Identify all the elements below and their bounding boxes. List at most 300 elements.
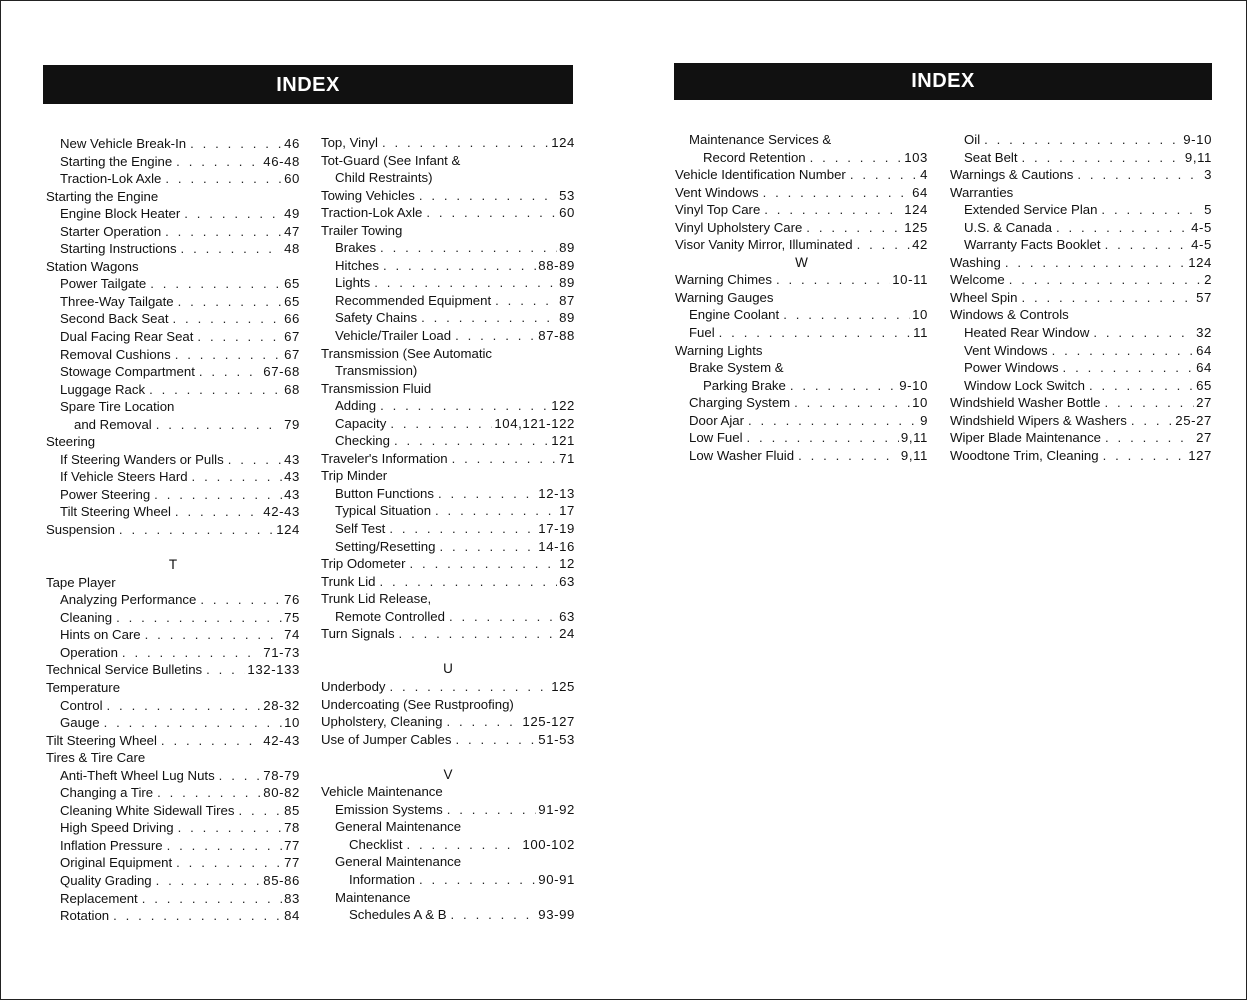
entry-term: Lights	[335, 275, 371, 291]
right-page-column-2	[950, 131, 1212, 464]
entry-term: Emission Systems	[335, 801, 443, 817]
dot-leader	[390, 678, 550, 696]
index-entry	[321, 889, 575, 907]
entry-page-number: 89	[559, 275, 575, 291]
entry-term: Warnings & Cautions	[950, 167, 1074, 183]
dot-leader	[857, 236, 911, 254]
index-entry	[321, 239, 575, 257]
index-entry	[46, 170, 300, 188]
entry-term: Extended Service Plan	[964, 202, 1098, 218]
entry-page-number: 46-48	[263, 153, 300, 169]
dot-leader	[175, 346, 282, 364]
entry-page-number: 64	[1196, 360, 1212, 376]
entry-term: Starter Operation	[60, 223, 162, 239]
entry-page-number: 74	[284, 627, 300, 643]
dot-leader	[142, 890, 282, 908]
index-entry	[321, 362, 575, 380]
index-entry	[46, 802, 300, 820]
index-entry	[950, 166, 1212, 184]
entry-page-number: 27	[1196, 430, 1212, 446]
dot-leader	[165, 223, 282, 241]
entry-page-number: 2	[1204, 272, 1212, 288]
dot-leader	[783, 306, 910, 324]
entry-term: U.S. & Canada	[964, 219, 1052, 235]
dot-leader	[389, 520, 536, 538]
left-page-column-2	[321, 134, 575, 924]
entry-term: Steering	[46, 434, 96, 450]
entry-page-number: 84	[284, 908, 300, 924]
entry-page-number: 43	[284, 469, 300, 485]
index-entry	[321, 783, 575, 801]
entry-term: Information	[349, 871, 415, 887]
index-entry	[46, 433, 300, 451]
entry-term: Warranties	[950, 184, 1014, 200]
entry-term: Remote Controlled	[335, 608, 445, 624]
dot-leader	[1093, 324, 1194, 342]
index-entry	[675, 166, 928, 184]
index-entry	[675, 236, 928, 254]
section-letter: V	[443, 766, 453, 782]
entry-term: Towing Vehicles	[321, 187, 415, 203]
entry-page-number: 17-19	[538, 521, 575, 537]
dot-leader	[175, 503, 261, 521]
index-entry	[46, 837, 300, 855]
index-entry	[321, 222, 575, 240]
entry-term: Checklist	[349, 836, 403, 852]
index-entry	[675, 149, 928, 167]
entry-page-number: 46	[284, 136, 300, 151]
entry-page-number: 57	[1196, 289, 1212, 305]
index-entry	[321, 573, 575, 591]
entry-page-number: 77	[284, 837, 300, 853]
entry-term: Trailer Towing	[321, 222, 403, 238]
dot-leader	[219, 767, 262, 785]
entry-page-number: 12-13	[538, 485, 575, 501]
dot-leader	[122, 644, 261, 662]
dot-leader	[1131, 412, 1173, 430]
entry-term: Woodtone Trim, Cleaning	[950, 447, 1099, 463]
entry-term: Underbody	[321, 678, 386, 694]
index-entry	[675, 377, 928, 395]
entry-term: Maintenance	[335, 889, 411, 905]
dot-leader	[200, 591, 282, 609]
entry-term: Engine Block Heater	[60, 206, 181, 222]
entry-page-number: 104,121-122	[494, 415, 575, 431]
entry-term: Starting Instructions	[60, 241, 177, 257]
index-entry	[46, 223, 300, 241]
entry-term: Transmission)	[335, 363, 418, 379]
dot-leader	[149, 381, 282, 399]
entry-term: Brake System &	[689, 360, 784, 376]
entry-term: Low Fuel	[689, 430, 743, 446]
entry-term: Traction-Lok Axle	[60, 171, 162, 187]
dot-leader	[776, 271, 890, 289]
index-entry	[321, 397, 575, 415]
entry-page-number: 65	[1196, 377, 1212, 393]
index-entry	[46, 767, 300, 785]
entry-page-number: 78	[284, 820, 300, 836]
spacer	[321, 748, 575, 766]
index-entry	[950, 447, 1212, 465]
entry-page-number: 124	[551, 135, 575, 150]
entry-term: Rotation	[60, 908, 110, 924]
index-entry	[321, 871, 575, 889]
dot-leader	[176, 153, 261, 171]
entry-term: Cleaning White Sidewall Tires	[60, 802, 235, 818]
entry-page-number: 42-43	[263, 504, 300, 520]
index-entry	[46, 310, 300, 328]
entry-page-number: 77	[284, 855, 300, 871]
entry-term: Operation	[60, 644, 118, 660]
entry-page-number: 9-10	[899, 377, 928, 393]
index-entry	[321, 152, 575, 170]
dot-leader	[1105, 429, 1194, 447]
index-entry	[321, 432, 575, 450]
entry-term: Seat Belt	[964, 149, 1018, 165]
index-entry	[675, 342, 928, 360]
entry-term: Fuel	[689, 325, 715, 341]
entry-page-number: 76	[284, 592, 300, 608]
entry-page-number: 63	[559, 608, 575, 624]
entry-term: Hints on Care	[60, 627, 141, 643]
entry-term: Checking	[335, 433, 390, 449]
index-entry	[46, 486, 300, 504]
index-entry	[321, 204, 575, 222]
index-entry	[321, 538, 575, 556]
dot-leader	[156, 872, 262, 890]
dot-leader	[438, 485, 536, 503]
dot-leader	[383, 257, 536, 275]
entry-page-number: 4	[920, 167, 928, 183]
index-entry	[46, 626, 300, 644]
entry-term: If Vehicle Steers Hard	[60, 469, 188, 485]
index-entry	[321, 696, 575, 714]
index-entry	[675, 131, 928, 149]
index-entry	[950, 306, 1212, 324]
entry-term: Undercoating (See Rustproofing)	[321, 696, 514, 712]
entry-term: Traveler's Information	[321, 450, 448, 466]
dot-leader	[447, 801, 537, 819]
entry-term: Transmission Fluid	[321, 380, 432, 396]
entry-page-number: 4-5	[1191, 219, 1212, 235]
entry-page-number: 10-11	[892, 272, 928, 288]
index-entry	[46, 907, 300, 925]
entry-page-number: 51-53	[538, 731, 575, 747]
index-entry	[321, 450, 575, 468]
entry-term: Wheel Spin	[950, 289, 1018, 305]
entry-page-number: 89	[559, 240, 575, 256]
index-entry	[675, 394, 928, 412]
dot-leader	[1022, 149, 1183, 167]
entry-page-number: 64	[912, 184, 928, 200]
index-entry	[675, 201, 928, 219]
dot-leader	[1009, 271, 1202, 289]
entry-page-number: 43	[284, 451, 300, 467]
entry-term: Control	[60, 697, 103, 713]
dot-leader	[452, 450, 558, 468]
entry-term: General Maintenance	[335, 854, 462, 870]
dot-leader	[810, 149, 903, 167]
entry-term: Tape Player	[46, 574, 116, 590]
entry-page-number: 93-99	[538, 907, 575, 923]
index-entry	[675, 429, 928, 447]
entry-page-number: 60	[284, 171, 300, 187]
dot-leader	[199, 363, 261, 381]
index-entry	[46, 381, 300, 399]
entry-page-number: 88-89	[538, 257, 575, 273]
index-entry	[46, 416, 300, 434]
index-entry	[675, 306, 928, 324]
dot-leader	[145, 626, 282, 644]
entry-term: Brakes	[335, 240, 377, 256]
entry-page-number: 47	[284, 223, 300, 239]
index-entry	[321, 625, 575, 643]
entry-page-number: 124	[1188, 254, 1212, 270]
index-entry	[950, 131, 1212, 149]
entry-term: Turn Signals	[321, 626, 395, 642]
entry-term: Windshield Wipers & Washers	[950, 412, 1127, 428]
index-entry	[46, 346, 300, 364]
right-page-column-1	[675, 131, 928, 464]
index-entry	[46, 275, 300, 293]
entry-term: General Maintenance	[335, 819, 462, 835]
entry-term: Suspension	[46, 522, 115, 538]
entry-term: Power Tailgate	[60, 276, 147, 292]
entry-term: Technical Service Bulletins	[46, 662, 203, 678]
entry-term: Second Back Seat	[60, 311, 169, 327]
dot-leader	[1056, 219, 1189, 237]
entry-term: Warning Lights	[675, 342, 763, 358]
section-letter: U	[443, 661, 453, 677]
index-entry	[950, 149, 1212, 167]
index-entry	[46, 328, 300, 346]
entry-page-number: 79	[284, 416, 300, 432]
index-entry	[675, 324, 928, 342]
entry-term: If Steering Wanders or Pulls	[60, 451, 224, 467]
entry-term: Vent Windows	[964, 342, 1048, 358]
entry-page-number: 24	[559, 626, 575, 642]
index-entry	[321, 415, 575, 433]
index-entry	[46, 749, 300, 767]
index-entry	[321, 274, 575, 292]
entry-page-number: 125-127	[522, 714, 575, 730]
dot-leader	[426, 204, 557, 222]
entry-term: Vinyl Upholstery Care	[675, 219, 803, 235]
entry-term: Quality Grading	[60, 872, 152, 888]
entry-term: Trunk Lid Release,	[321, 591, 432, 607]
entry-term: Parking Brake	[703, 377, 786, 393]
dot-leader	[119, 521, 274, 539]
dot-leader	[165, 170, 282, 188]
index-entry	[950, 271, 1212, 289]
index-entry	[46, 819, 300, 837]
dot-leader	[156, 416, 282, 434]
dot-leader	[157, 784, 261, 802]
dot-leader	[449, 608, 557, 626]
entry-term: Vent Windows	[675, 184, 759, 200]
entry-term: Changing a Tire	[60, 785, 154, 801]
entry-page-number: 67	[284, 329, 300, 345]
entry-page-number: 89	[559, 310, 575, 326]
entry-term: Windshield Washer Bottle	[950, 395, 1101, 411]
entry-term: High Speed Driving	[60, 820, 174, 836]
section-letter: W	[795, 254, 808, 270]
entry-page-number: 28-32	[263, 697, 300, 713]
index-entry	[321, 555, 575, 573]
index-entry	[46, 854, 300, 872]
index-entry	[321, 292, 575, 310]
entry-page-number: 65	[284, 276, 300, 292]
dot-leader	[374, 274, 557, 292]
dot-leader	[1005, 254, 1186, 272]
entry-term: Vehicle Identification Number	[675, 167, 846, 183]
index-entry	[321, 906, 575, 924]
entry-page-number: 66	[284, 311, 300, 327]
dot-leader	[190, 135, 282, 153]
dot-leader	[1103, 447, 1187, 465]
entry-term: Low Washer Fluid	[689, 447, 795, 463]
dot-leader	[184, 205, 282, 223]
index-entry	[321, 187, 575, 205]
index-entry	[675, 359, 928, 377]
dot-leader	[747, 429, 899, 447]
entry-page-number: 10	[284, 715, 300, 731]
entry-term: New Vehicle Break-In	[60, 136, 187, 151]
entry-term: Warning Gauges	[675, 289, 774, 305]
index-entry	[950, 219, 1212, 237]
dot-leader	[238, 802, 282, 820]
entry-page-number: 85-86	[263, 872, 300, 888]
index-entry	[950, 236, 1212, 254]
dot-leader	[206, 661, 245, 679]
dot-leader	[394, 432, 549, 450]
dot-leader	[1105, 394, 1195, 412]
index-entry	[321, 134, 575, 152]
left-page-column-1	[46, 135, 300, 925]
entry-page-number: 125	[551, 678, 575, 694]
index-entry	[46, 188, 300, 206]
spacer	[46, 539, 300, 557]
entry-page-number: 83	[284, 890, 300, 906]
entry-term: Record Retention	[703, 149, 806, 165]
index-entry	[46, 661, 300, 679]
entry-page-number: 25-27	[1175, 412, 1212, 428]
entry-term: Vinyl Top Care	[675, 202, 761, 218]
entry-term: Tot-Guard (See Infant &	[321, 152, 461, 168]
dot-leader	[173, 310, 283, 328]
index-entry	[950, 412, 1212, 430]
entry-page-number: 9,11	[1184, 149, 1212, 165]
entry-page-number: 10	[912, 395, 928, 411]
dot-leader	[451, 906, 537, 924]
entry-page-number: 9,11	[900, 430, 928, 446]
entry-term: Windows & Controls	[950, 307, 1069, 323]
dot-leader	[455, 731, 536, 749]
entry-term: Door Ajar	[689, 412, 744, 428]
dot-leader	[228, 451, 282, 469]
dot-leader	[380, 239, 557, 257]
entry-term: Use of Jumper Cables	[321, 731, 452, 747]
index-entry	[321, 520, 575, 538]
entry-term: Gauge	[60, 715, 100, 731]
entry-term: Tires & Tire Care	[46, 750, 146, 766]
dot-leader	[197, 328, 282, 346]
entry-term: Setting/Resetting	[335, 538, 436, 554]
entry-term: Button Functions	[335, 485, 434, 501]
dot-leader	[178, 819, 283, 837]
dot-leader	[116, 609, 282, 627]
entry-term: Heated Rear Window	[964, 325, 1090, 341]
index-entry	[950, 201, 1212, 219]
entry-term: Hitches	[335, 257, 379, 273]
dot-leader	[192, 468, 283, 486]
spacer	[321, 643, 575, 661]
entry-page-number: 124	[904, 202, 928, 218]
dot-leader	[764, 201, 902, 219]
index-entry	[321, 309, 575, 327]
entry-term: Anti-Theft Wheel Lug Nuts	[60, 767, 215, 783]
entry-page-number: 64	[1196, 342, 1212, 358]
entry-page-number: 127	[1188, 447, 1212, 463]
index-entry	[321, 713, 575, 731]
dot-leader	[1021, 289, 1194, 307]
entry-term: Wiper Blade Maintenance	[950, 430, 1102, 446]
index-entry	[950, 429, 1212, 447]
entry-term: Capacity	[335, 415, 387, 431]
entry-page-number: 87-88	[538, 328, 575, 344]
index-entry	[321, 169, 575, 187]
entry-term: Schedules A & B	[349, 907, 447, 923]
dot-leader	[984, 131, 1181, 149]
index-entry	[321, 678, 575, 696]
index-entry	[950, 342, 1212, 360]
index-entry	[46, 451, 300, 469]
dot-leader	[446, 713, 520, 731]
entry-page-number: 67-68	[263, 364, 300, 380]
index-entry	[46, 240, 300, 258]
index-entry	[46, 644, 300, 662]
index-entry	[321, 467, 575, 485]
entry-term: Window Lock Switch	[964, 377, 1085, 393]
index-entry	[321, 502, 575, 520]
entry-term: Removal Cushions	[60, 346, 171, 362]
index-entry	[46, 363, 300, 381]
index-entry	[46, 890, 300, 908]
dot-leader	[790, 377, 897, 395]
index-entry	[46, 591, 300, 609]
dot-leader	[439, 538, 536, 556]
dot-leader	[1101, 201, 1202, 219]
dot-leader	[850, 166, 918, 184]
index-entry	[46, 135, 300, 153]
index-entry	[46, 503, 300, 521]
index-entry	[675, 184, 928, 202]
index-entry	[950, 324, 1212, 342]
dot-leader	[167, 837, 283, 855]
entry-term: Trunk Lid	[321, 573, 376, 589]
dot-leader	[181, 240, 283, 258]
entry-term: Adding	[335, 398, 377, 414]
entry-page-number: 5	[1204, 202, 1212, 218]
entry-term: Transmission (See Automatic	[321, 345, 493, 361]
entry-page-number: 103	[904, 149, 928, 165]
index-entry	[46, 521, 300, 539]
index-entry	[675, 289, 928, 307]
entry-page-number: 87	[559, 292, 575, 308]
index-entry	[321, 327, 575, 345]
entry-term: Top, Vinyl	[321, 135, 378, 150]
index-entry	[950, 394, 1212, 412]
